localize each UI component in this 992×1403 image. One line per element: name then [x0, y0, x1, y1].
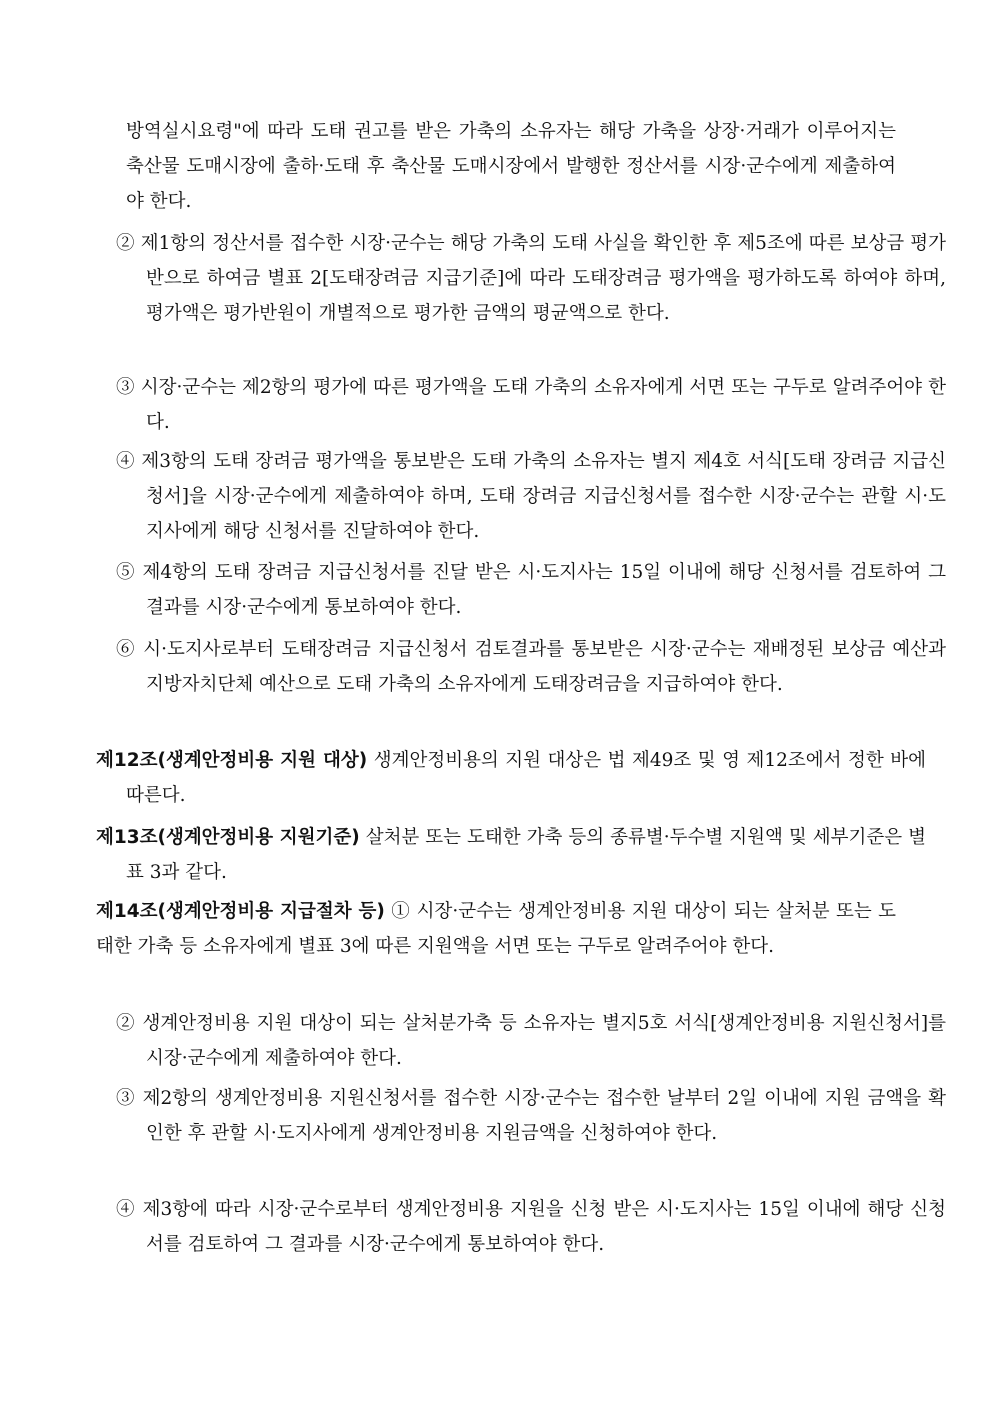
article-14-item-2: ② 생계안정비용 지원 대상이 되는 살처분가축 등 소유자는 별지5호 서식[생계안정비용 지원신청서]를 시장·군수에게 제출하여야 한다. [116, 1013, 946, 1069]
article-12-heading: 제12조(생계안정비용 지원 대상) [96, 750, 368, 771]
article-14-item-4: ④ 제3항에 따라 시장·군수로부터 생계안정비용 지원을 신청 받은 시·도지사는 15일 이내에 해당 신청서를 검토하여 그 결과를 시장·군수에게 통보하여야 한다. [116, 1199, 946, 1255]
article-13-body: 살처분 또는 도태한 가축 등의 종류별·두수별 지원액 및 세부기준은 별표 3과 같다. [126, 827, 927, 883]
article-12 [96, 743, 926, 813]
paragraph-item-4: ④ 제3항의 도태 장려금 평가액을 통보받은 도태 가축의 소유자는 별지 제4호 서식[도태 장려금 지급신청서]을 시장·군수에게 제출하여야 하며, 도태 장려금 지급신청서를 접수한 시장·군수는 관할 시·도지사에게 해당 신청서를 진달하여야 한다. [116, 451, 946, 542]
paragraph-item-5: ⑤ 제4항의 도태 장려금 지급신청서를 진달 받은 시·도지사는 15일 이내에 해당 신청서를 검토하여 그 결과를 시장·군수에게 통보하여야 한다. [116, 562, 946, 618]
article-14-item-3: ③ 제2항의 생계안정비용 지원신청서를 접수한 시장·군수는 접수한 날부터 2일 이내에 지원 금액을 확인한 후 관할 시·도지사에게 생계안정비용 지원금액을 신청하여야 한다. [116, 1088, 946, 1144]
article-14-heading: 제14조(생계안정비용 지급절차 등) [96, 901, 385, 922]
article-14-body: ① 시장·군수는 생계안정비용 지원 대상이 되는 살처분 또는 도태한 가축 등 소유자에게 별표 3에 따른 지원액을 서면 또는 구두로 알려주어야 한다. [96, 901, 896, 957]
intro-paragraph: 방역실시요령"에 따라 도태 권고를 받은 가축의 소유자는 해당 가축을 상장·거래가 이루어지는 축산물 도매시장에 출하·도태 후 축산물 도매시장에서 발행한 정산서를 시장·군수에게 제출하여야 한다. [126, 121, 896, 212]
article-13-heading: 제13조(생계안정비용 지원기준) [96, 827, 360, 848]
paragraph-item-6: ⑥ 시·도지사로부터 도태장려금 지급신청서 검토결과를 통보받은 시장·군수는 재배정된 보상금 예산과 지방자치단체 예산으로 도태 가축의 소유자에게 도태장려금을 지급하여야 한다. [116, 639, 946, 695]
paragraph-item-2: ② 제1항의 정산서를 접수한 시장·군수는 해당 가축의 도태 사실을 확인한 후 제5조에 따른 보상금 평가반으로 하여금 별표 2[도태장려금 지급기준]에 따라 도태장려금 평가액을 평가하도록 하여야 하며, 평가액은 평가반원이 개별적으로 평가한 금액의 평균액으로 한다. [116, 233, 946, 324]
article-13 [96, 820, 926, 890]
paragraph-item-3: ③ 시장·군수는 제2항의 평가에 따른 평가액을 도태 가축의 소유자에게 서면 또는 구두로 알려주어야 한다. [116, 377, 946, 433]
article-14 [96, 894, 896, 964]
article-12-body: 생계안정비용의 지원 대상은 법 제49조 및 영 제12조에서 정한 바에 따른다. [126, 750, 926, 806]
